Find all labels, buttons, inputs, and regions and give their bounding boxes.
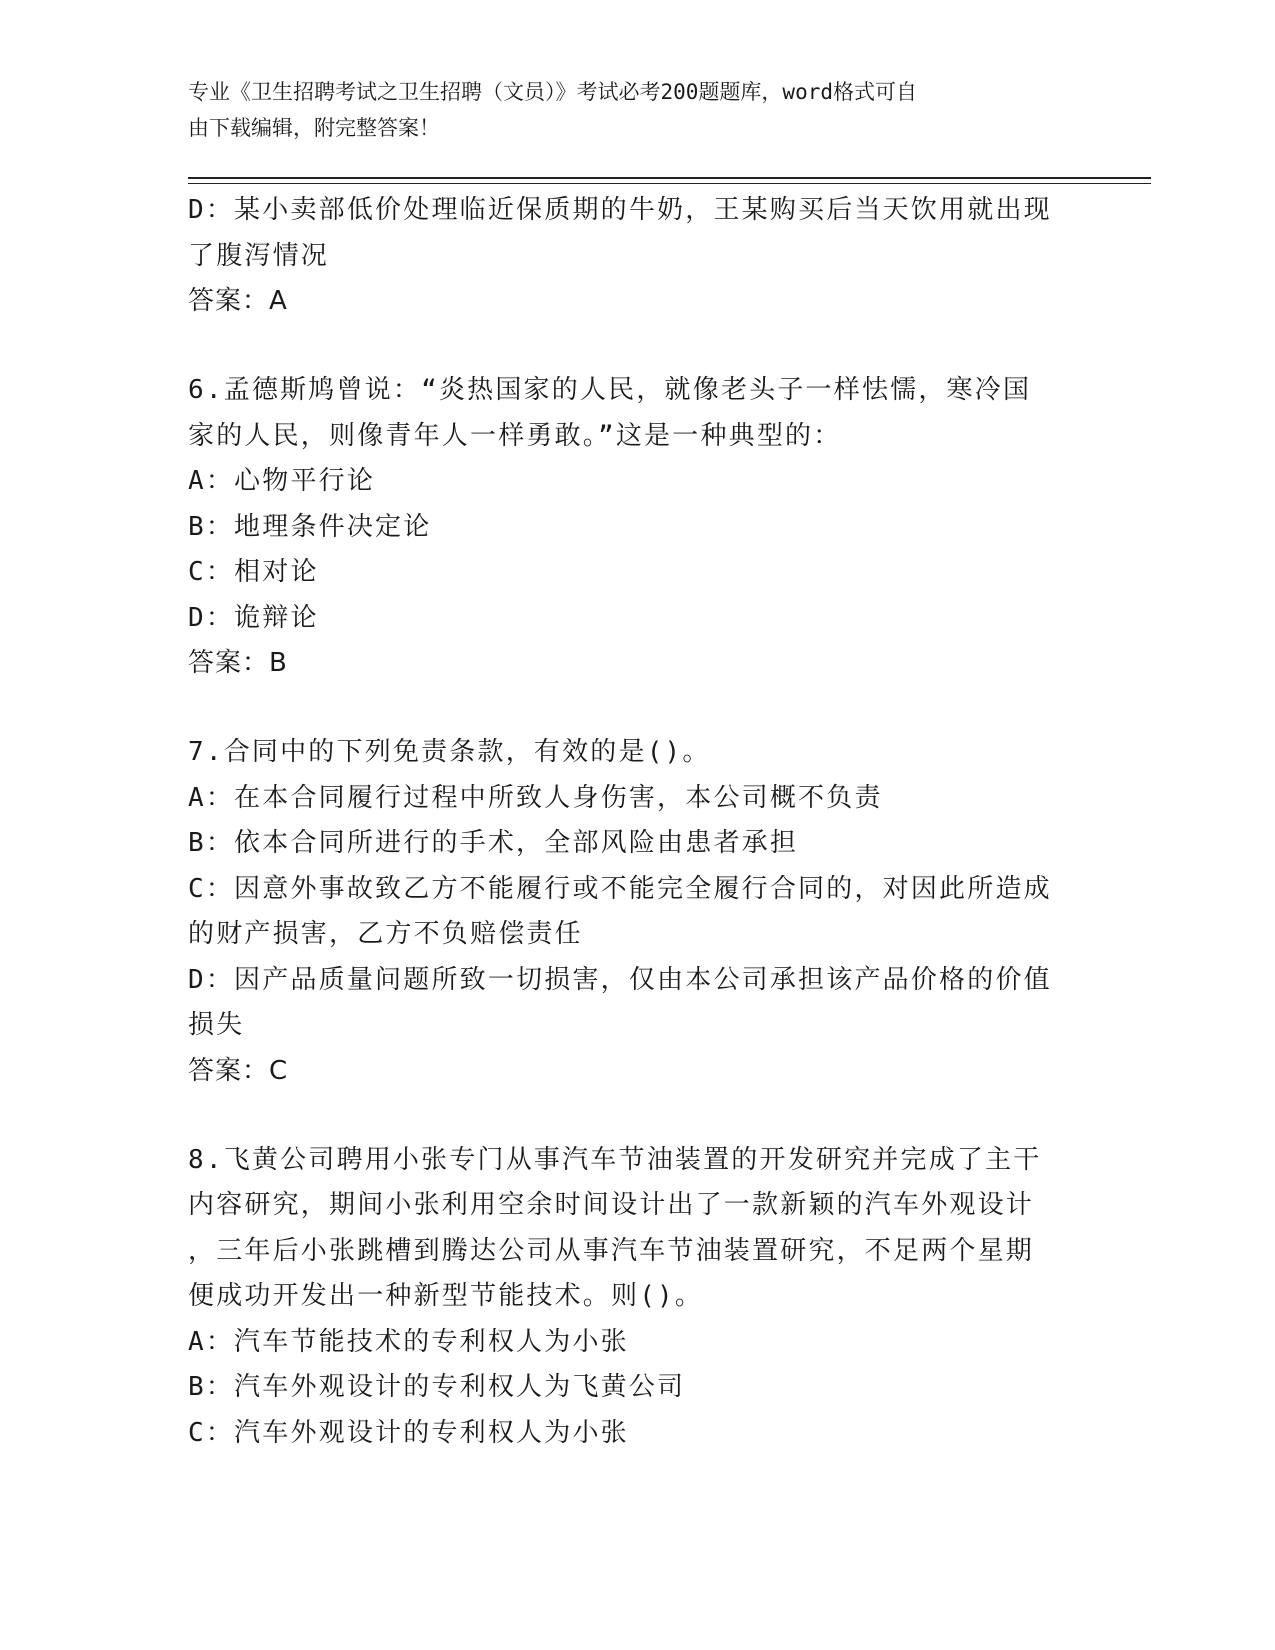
q6-option-b: B：地理条件决定论 bbox=[188, 511, 432, 542]
q7-option-c-line-2: 的财产损害，乙方不负赔偿责任 bbox=[188, 919, 583, 949]
question-7 bbox=[188, 730, 1068, 1094]
q7-stem-line-1: 7.合同中的下列免责条款，有效的是()。 bbox=[188, 737, 711, 767]
header-line-1: 专业《卫生招聘考试之卫生招聘（文员）》考试必考200题题库，word格式可自 bbox=[188, 80, 917, 104]
q6-answer: 答案：B bbox=[188, 648, 288, 678]
spacer bbox=[188, 686, 1068, 730]
q8-option-c: C：汽车外观设计的专利权人为小张 bbox=[188, 1417, 629, 1448]
q8-stem-line-2: 内容研究，期间小张利用空余时间设计出了一款新颖的汽车外观设计 bbox=[188, 1190, 1035, 1220]
question-5 bbox=[188, 188, 1068, 324]
q7-option-b: B：依本合同所进行的手术，全部风险由患者承担 bbox=[188, 828, 799, 858]
q8-stem-line-3: ，三年后小张跳槽到腾达公司从事汽车节油装置研究，不足两个星期 bbox=[188, 1235, 1035, 1266]
q6-option-d: D：诡辩论 bbox=[188, 602, 319, 633]
q6-stem-line-2: 家的人民，则像青年人一样勇敢。”这是一种典型的： bbox=[188, 420, 842, 451]
q5-answer: 答案：A bbox=[188, 286, 288, 316]
question-list bbox=[188, 188, 1068, 1456]
q8-stem-line-4: 便成功开发出一种新型节能技术。则()。 bbox=[188, 1281, 704, 1311]
q5-option-d-line-1: D：某小卖部低价处理临近保质期的牛奶，王某购买后当天饮用就出现 bbox=[188, 195, 1052, 225]
q8-stem-line-1: 8.飞黄公司聘用小张专门从事汽车节油装置的开发研究并完成了主干 bbox=[188, 1144, 1042, 1175]
header-rule-thin bbox=[188, 183, 1151, 184]
q6-option-a: A：心物平行论 bbox=[188, 466, 376, 496]
question-8 bbox=[188, 1138, 1068, 1457]
spacer bbox=[188, 1094, 1068, 1138]
q7-option-a: A：在本合同履行过程中所致人身伤害，本公司概不负责 bbox=[188, 782, 883, 813]
q7-answer: 答案：C bbox=[188, 1055, 289, 1086]
q6-option-c: C：相对论 bbox=[188, 557, 319, 587]
q8-option-a: A：汽车节能技术的专利权人为小张 bbox=[188, 1326, 629, 1357]
spacer bbox=[188, 324, 1068, 368]
q7-option-d-line-2: 损失 bbox=[188, 1010, 245, 1040]
document-header bbox=[188, 74, 1068, 146]
q5-option-d-line-2: 了腹泻情况 bbox=[188, 240, 330, 271]
q6-stem-line-1: 6.孟德斯鸠曾说：“炎热国家的人民，就像老头子一样怯懦，寒冷国 bbox=[188, 375, 1032, 405]
question-6 bbox=[188, 368, 1068, 686]
header-line-2: 由下载编辑，附完整答案！ bbox=[188, 116, 440, 140]
q7-option-d-line-1: D：因产品质量问题所致一切损害，仅由本公司承担该产品价格的价值 bbox=[188, 964, 1052, 995]
q7-option-c-line-1: C：因意外事故致乙方不能履行或不能完全履行合同的，对因此所造成 bbox=[188, 873, 1052, 904]
q8-option-b: B：汽车外观设计的专利权人为飞黄公司 bbox=[188, 1372, 686, 1402]
header-rule-thick bbox=[188, 177, 1151, 179]
